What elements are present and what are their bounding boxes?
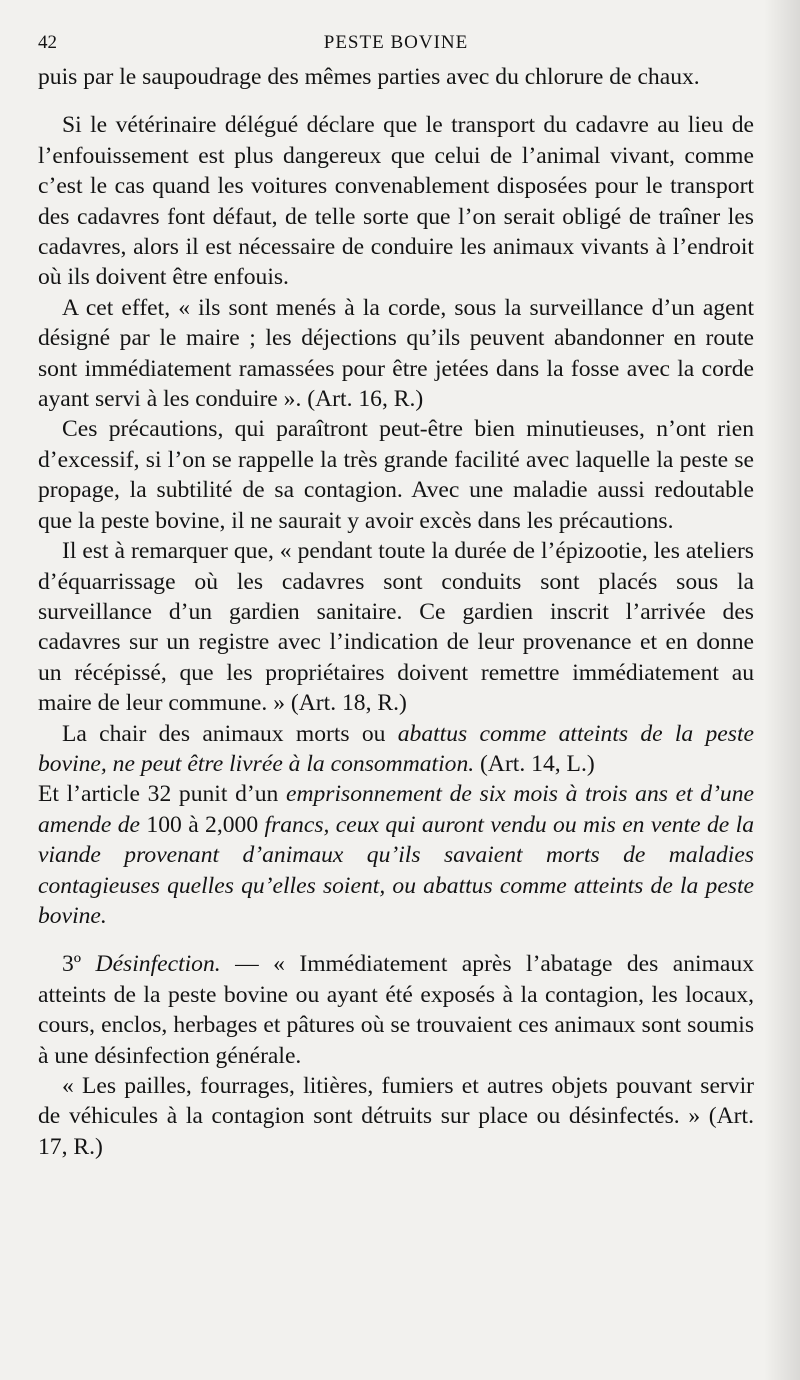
running-head: [38, 28, 754, 62]
paragraph: puis par le saupoudrage des mêmes parties avec du chlorure de chaux.: [38, 64, 700, 90]
paragraph-amount: 100 à 2,000: [140, 811, 265, 838]
paragraph: [38, 719, 754, 780]
running-title: PESTE BOVINE: [323, 32, 469, 53]
paragraph: [38, 779, 754, 931]
paragraph: Si le vétérinaire délégué déclare que le transport du cadavre au lieu de l’enfouissement est plus dangereux que celui de l’animal vivant, comme c’est le cas quand les voitures convenablement disposées pour le transport des cadavres font défaut, de telle sorte que l’on serait obligé de traîner les cadavres, alors il est nécessaire de conduire les animaux vivants à l’endroit où ils doivent être enfouis.: [38, 112, 754, 291]
paragraph-italic: francs, ceux qui auront vendu ou mis en vente de la viande provenant d’animaux qu’ils savaient morts de maladies contagieuses quelles qu’elles soient, ou abattus comme atteints de la peste bovine.: [38, 811, 754, 929]
paragraph-text: — « Immédiatement après l’abatage des animaux atteints de la peste bovine ou ayant été exposés à la contagion, les locaux, cours, enclos, herbages et pâtures où se trouvaient ces animaux sont soumis à une désinfection générale.: [38, 951, 754, 1069]
page-number: 42: [38, 32, 57, 53]
paragraph: « Les pailles, fourrages, litières, fumiers et autres objets pouvant servir de véhicules à la contagion sont détruits sur place ou désinfectés. » (Art. 17, R.): [38, 1073, 754, 1160]
section-number: 3º: [62, 951, 96, 978]
paragraph-lead: La chair des animaux morts ou: [62, 720, 398, 747]
paragraph: Ces précautions, qui paraîtront peut-être bien minutieuses, n’ont rien d’excessif, si l’on se rappelle la très grande facilité avec laquelle la peste se propage, la subtilité de sa contagion. Avec une maladie aussi redoutable que la peste bovine, il ne saurait y avoir excès dans les précautions.: [38, 416, 754, 534]
paragraph: A cet effet, « ils sont menés à la corde, sous la surveillance d’un agent désigné par le maire ; les déjections qu’ils peuvent abandonner en route sont immédiatement ramassées pour être jetées dans la fosse avec la corde ayant servi à les conduire ». (Art. 16, R.): [38, 294, 754, 413]
article-reference: (Art. 14, L.): [474, 750, 595, 777]
paragraph: Il est à remarquer que, « pendant toute la durée de l’épizootie, les ateliers d’équarrissage où les cadavres sont conduits sont placés sous la surveillance d’un gardien sanitaire. Ce gardien inscrit l’arrivée des cadavres sur un registre avec l’indication de leur provenance et en donne un récépissé, que les propriétaires doivent remettre immédiatement au maire de leur commune. » (Art. 18, R.): [38, 538, 754, 717]
paragraph: [38, 949, 754, 1071]
body-text: [38, 62, 754, 1162]
paragraph-italic: emprisonnement de six mois à trois ans et d’une amende de: [38, 781, 755, 838]
paragraph-italic: abattus comme atteints de la peste bovine, ne peut être livrée à la consommation.: [38, 720, 754, 777]
paragraph-lead: Et l’article 32 punit d’un: [38, 781, 286, 808]
section-heading: Désinfection.: [95, 951, 221, 978]
